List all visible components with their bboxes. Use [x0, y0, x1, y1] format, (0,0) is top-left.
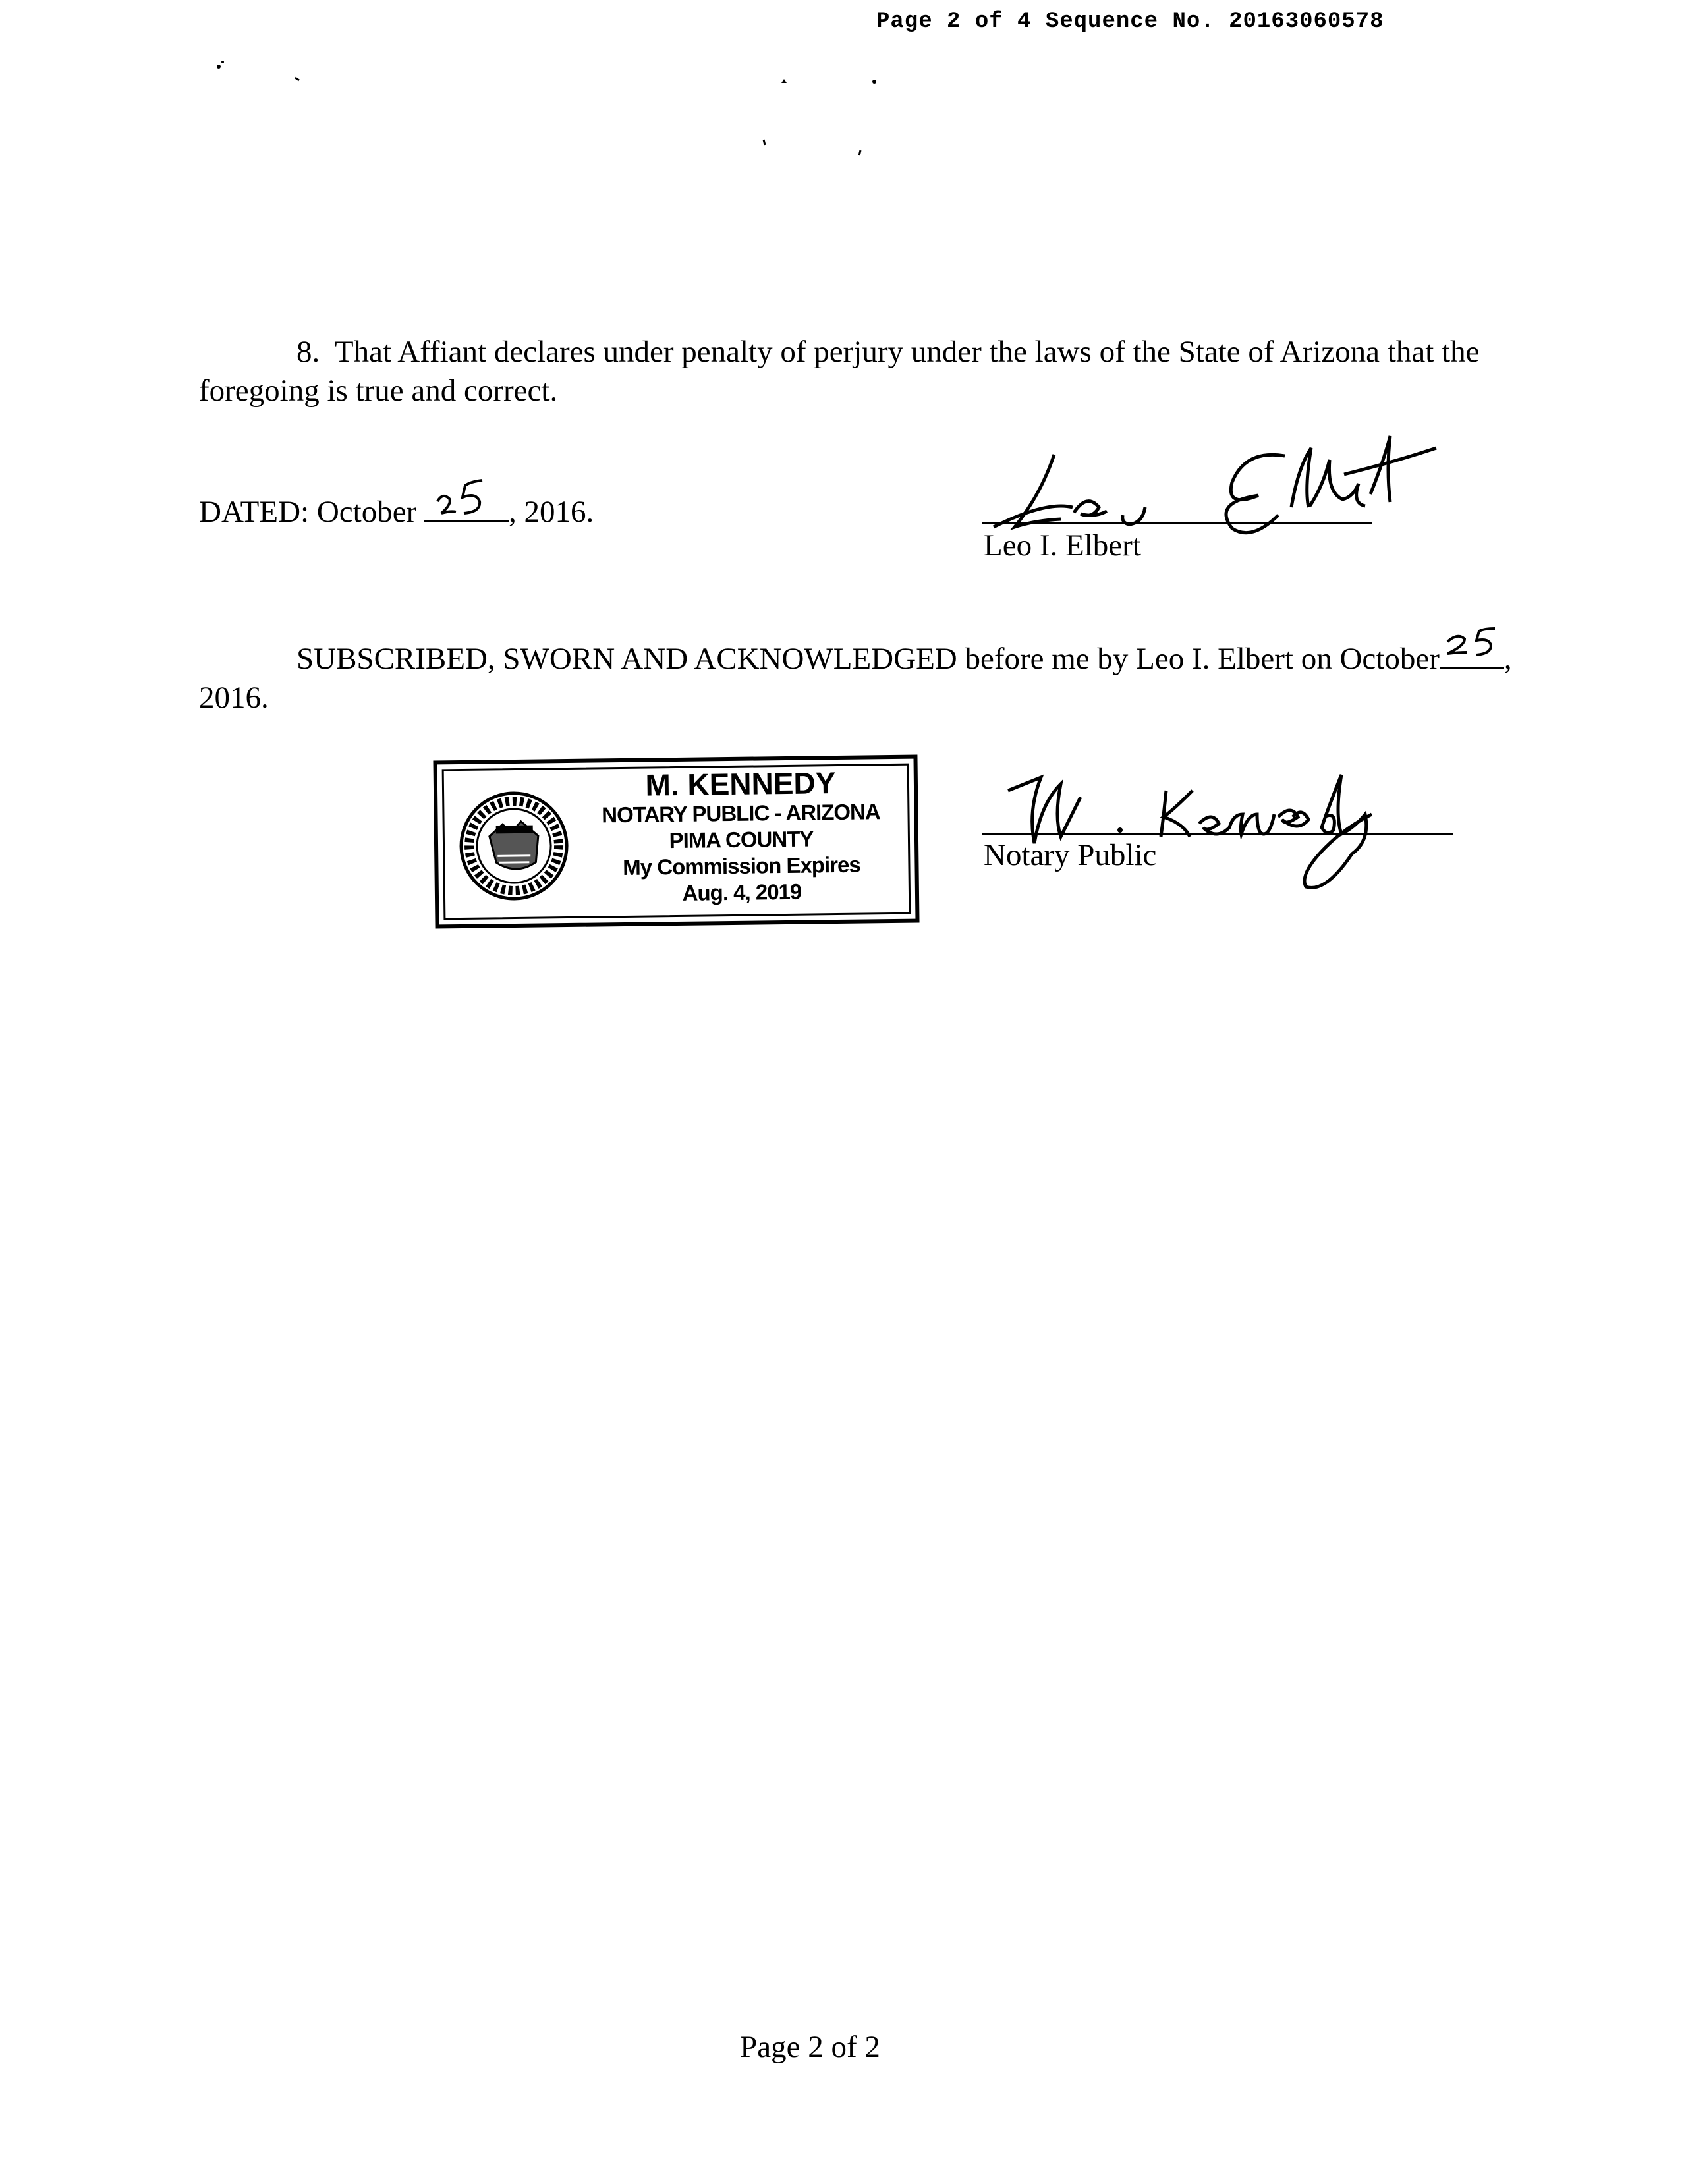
handwritten-day-25 — [424, 476, 509, 522]
notary-stamp — [433, 755, 919, 929]
stamp-title: NOTARY PUBLIC - ARIZONA — [602, 799, 880, 827]
paragraph-8-line2: foregoing is true and correct. — [199, 374, 558, 408]
acknowledgment-paragraph — [199, 638, 1583, 717]
dated-prefix: DATED: October — [199, 495, 417, 529]
stamp-expiration-date: Aug. 4, 2019 — [682, 879, 802, 905]
acknowledgment-line1 — [199, 638, 1583, 679]
sequence-header: Page 2 of 4 Sequence No. 20163060578 — [876, 9, 1384, 34]
notary-public-caption: Notary Public — [984, 838, 1157, 872]
paragraph-number: 8. — [296, 335, 320, 369]
dated-suffix: , 2016. — [508, 495, 594, 529]
page-footer — [0, 2029, 1686, 2065]
notary-handwritten-signature — [995, 764, 1469, 909]
scan-specks — [0, 0, 1686, 198]
paragraph-8 — [199, 333, 1583, 410]
affiant-signature-line — [982, 522, 1372, 524]
acknowledgment-line2: 2016. — [199, 681, 269, 715]
affiant-name-caption: Leo I. Elbert — [984, 528, 1141, 563]
stamp-notary-name: M. KENNEDY — [645, 766, 836, 802]
dated-day-blank — [424, 491, 509, 522]
paragraph-8-line1 — [199, 333, 1583, 372]
acknowledgment-day-blank — [1440, 638, 1504, 669]
page-number: Page 2 of 2 — [740, 2030, 880, 2064]
notary-signature-line — [982, 833, 1453, 835]
stamp-text-block — [569, 766, 914, 908]
dated-line — [199, 491, 594, 532]
acknowledgment-comma: , — [1503, 642, 1512, 676]
paragraph-8-text: That Affiant declares under penalty of perjury under the laws of the State of Arizona that the — [334, 335, 1480, 369]
stamp-commission-label: My Commission Expires — [623, 852, 860, 880]
stamp-county: PIMA COUNTY — [669, 826, 814, 853]
handwritten-day-25-ack — [1440, 623, 1504, 669]
acknowledgment-text: SUBSCRIBED, SWORN AND ACKNOWLEDGED before me by Leo I. Elbert on October — [296, 642, 1440, 676]
arizona-state-seal-icon — [457, 789, 571, 903]
